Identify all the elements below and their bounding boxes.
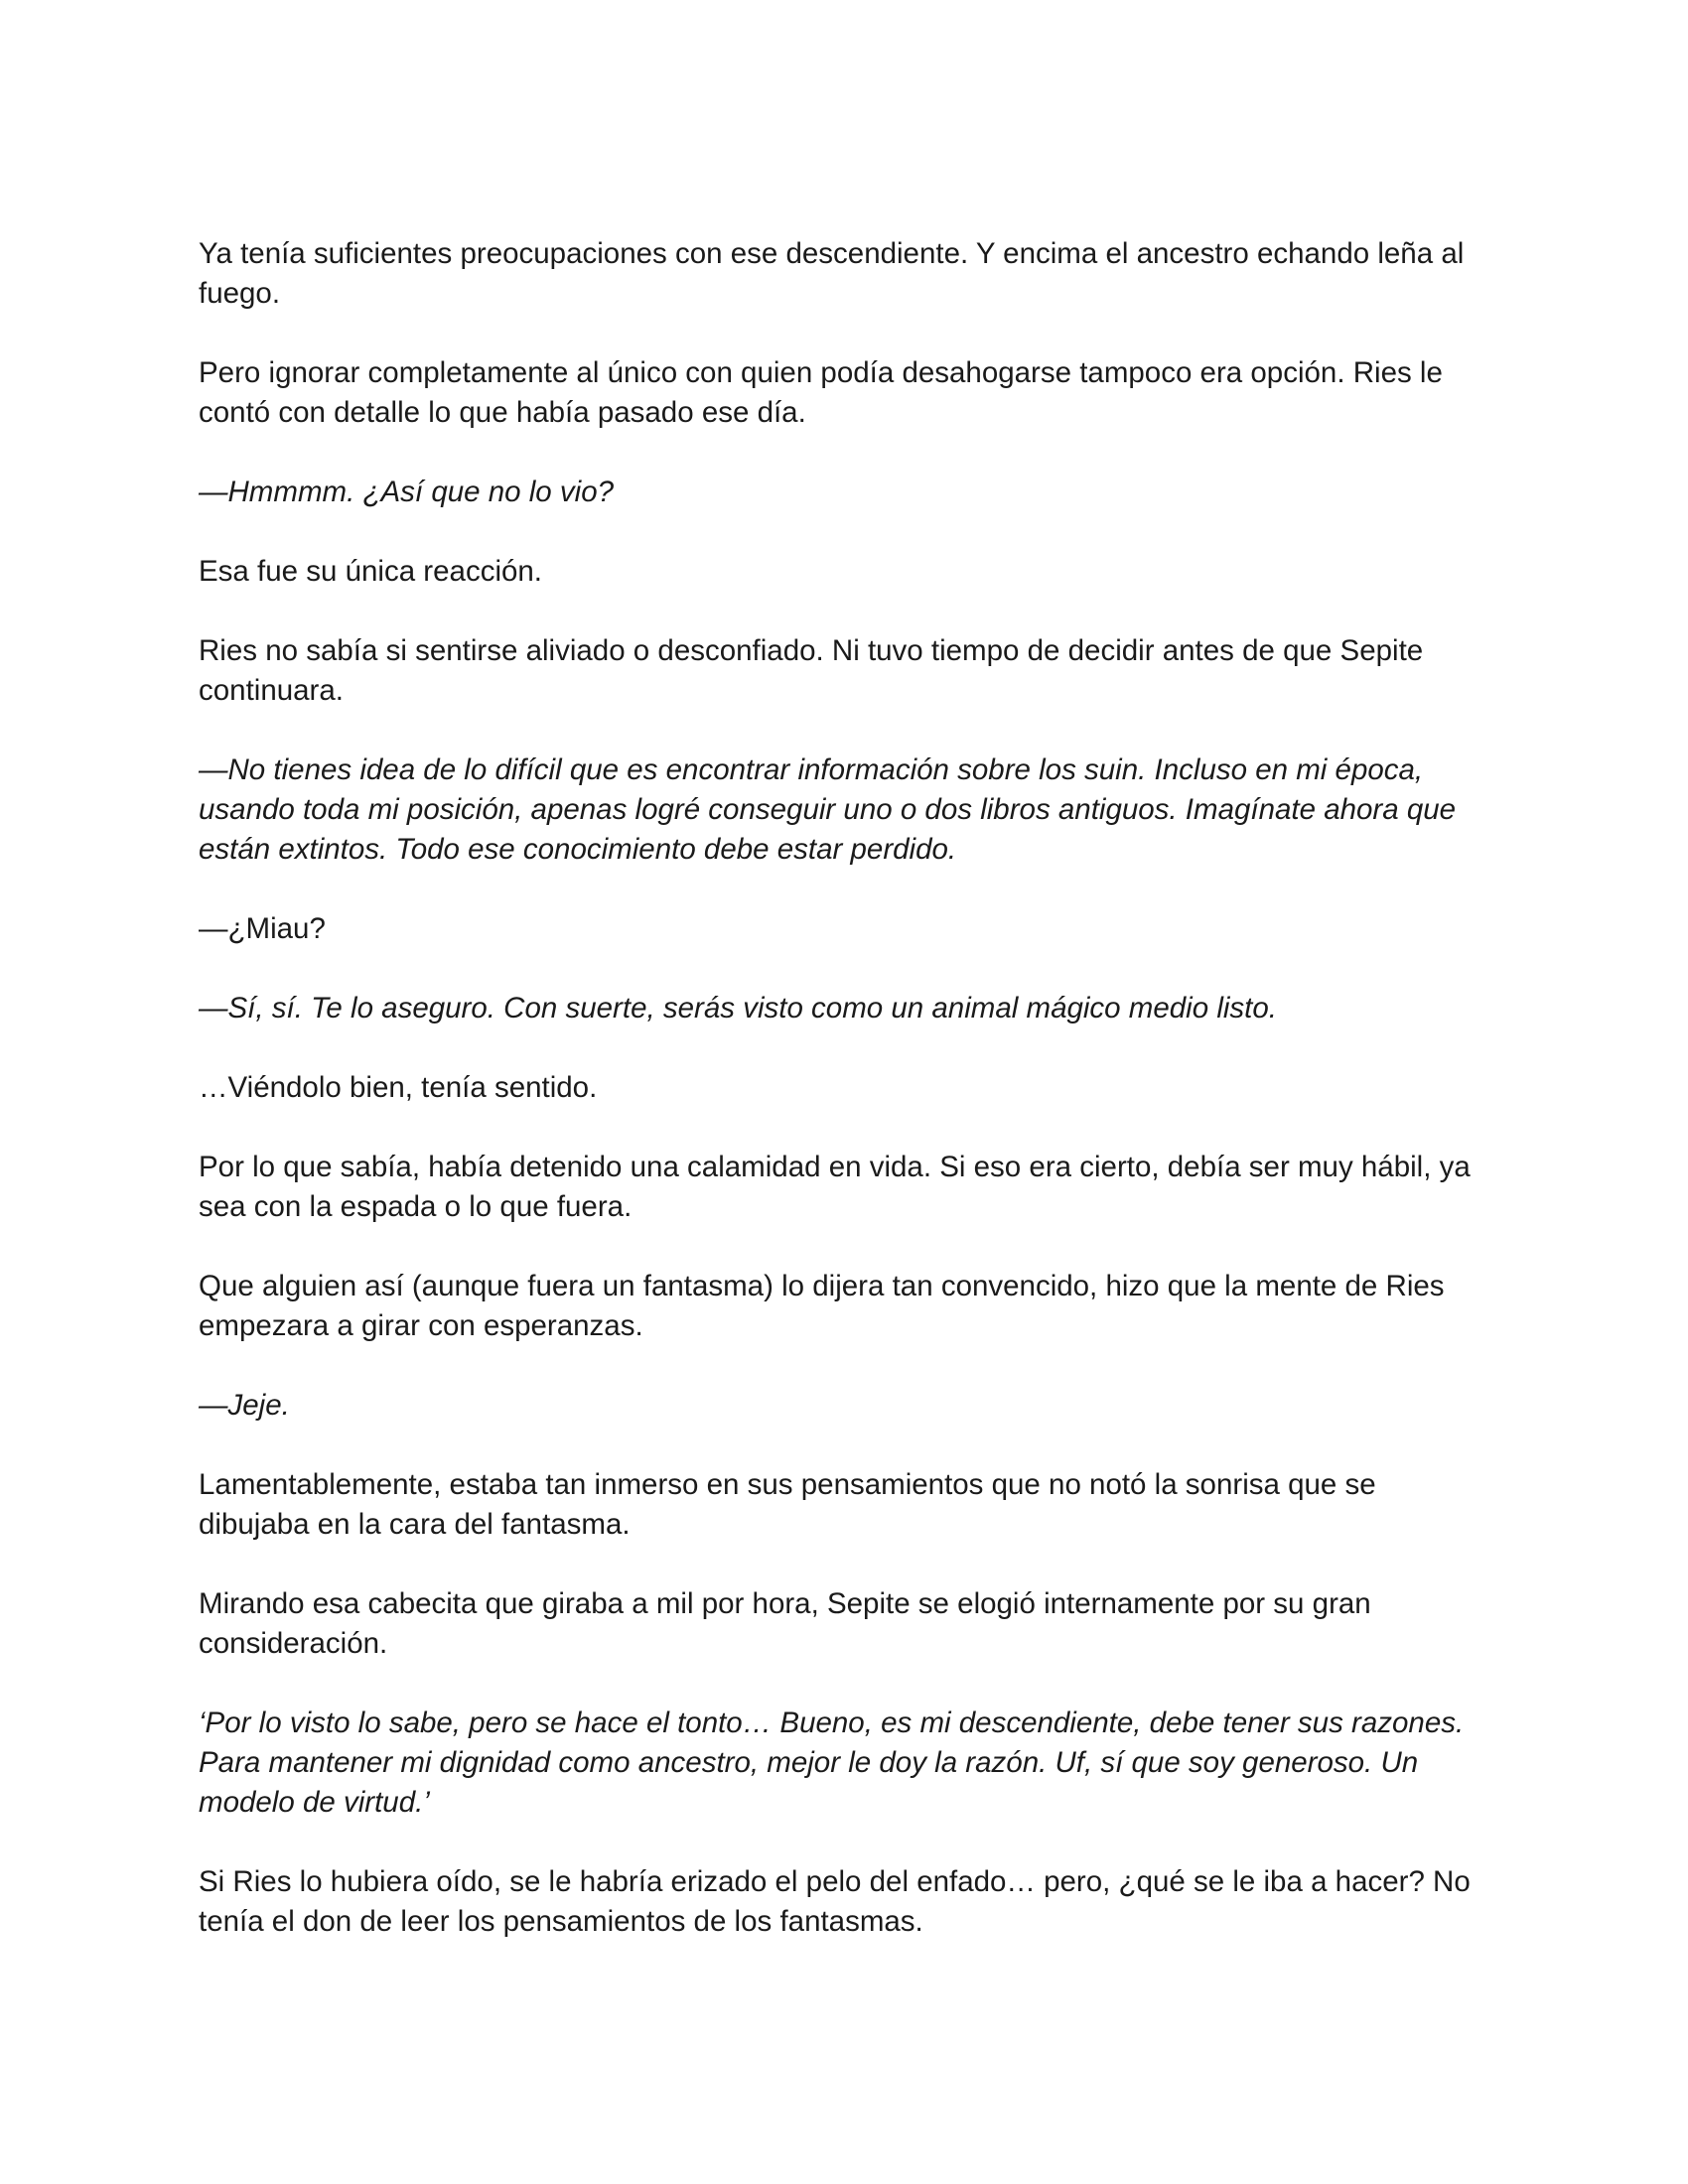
paragraph-5: Ries no sabía si sentirse aliviado o desconfiado. Ni tuvo tiempo de decidir antes de que Sepite continuara. [199, 634, 1424, 707]
paragraph-2: Pero ignorar completamente al único con quien podía desahogarse tampoco era opción. Ries le contó con detalle lo que había pasado ese día. [199, 356, 1443, 429]
paragraph-4: Esa fue su única reacción. [199, 555, 543, 588]
paragraph-12: —Jeje. [199, 1389, 290, 1422]
paragraph-1: Ya tenía suficientes preocupaciones con ese descendiente. Y encima el ancestro echando leña al fuego. [199, 237, 1465, 310]
paragraph-8: —Sí, sí. Te lo aseguro. Con suerte, serás visto como un animal mágico medio listo. [199, 992, 1277, 1024]
paragraph-6: —No tienes idea de lo difícil que es encontrar información sobre los suin. Incluso en mi época, usando toda mi posición, apenas logré conseguir uno o dos libros antiguos. Imagínate ahora que están extintos. Todo ese conocimiento debe estar perdido. [199, 753, 1457, 866]
paragraph-16: Si Ries lo hubiera oído, se le habría erizado el pelo del enfado… pero, ¿qué se le iba a hacer? No tenía el don de leer los pensamientos de los fantasmas. [199, 1865, 1471, 1938]
paragraph-7: —¿Miau? [199, 912, 326, 945]
paragraph-3: —Hmmmm. ¿Así que no lo vio? [199, 476, 615, 508]
paragraph-14: Mirando esa cabecita que giraba a mil por hora, Sepite se elogió internamente por su gran consideración. [199, 1587, 1371, 1660]
paragraph-10: Por lo que sabía, había detenido una calamidad en vida. Si eso era cierto, debía ser muy hábil, ya sea con la espada o lo que fuera. [199, 1151, 1471, 1223]
paragraph-11: Que alguien así (aunque fuera un fantasma) lo dijera tan convencido, hizo que la mente de Ries empezara a girar con esperanzas. [199, 1270, 1445, 1342]
paragraph-9: …Viéndolo bien, tenía sentido. [199, 1071, 598, 1104]
paragraph-15: ‘Por lo visto lo sabe, pero se hace el tonto… Bueno, es mi descendiente, debe tener sus razones. Para mantener mi dignidad como ancestro, mejor le doy la razón. Uf, sí que soy generoso. Un modelo de virtud.’ [199, 1706, 1465, 1819]
paragraph-13: Lamentablemente, estaba tan inmerso en sus pensamientos que no notó la sonrisa que se dibujaba en la cara del fantasma. [199, 1468, 1376, 1541]
document-body [199, 234, 1489, 1942]
